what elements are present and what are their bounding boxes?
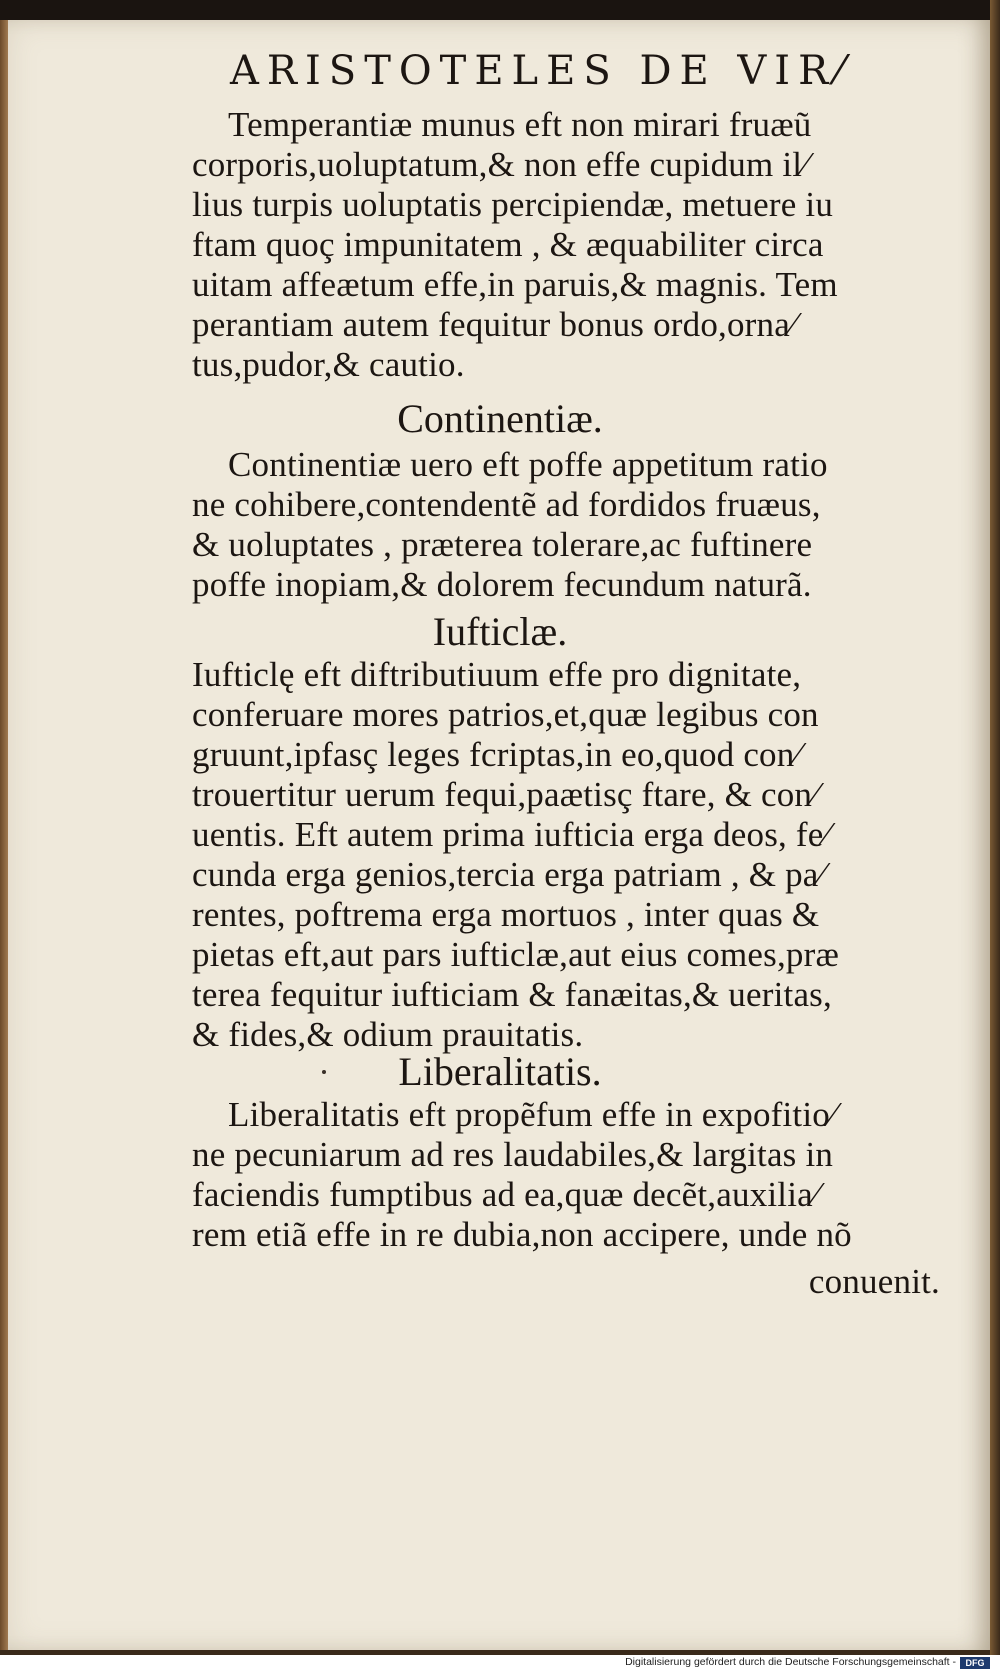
text-line: Continentiæ uero eft poffe appetitum ratio xyxy=(228,445,828,484)
text-line: rem etiã effe in re dubia,non accipere, unde nõ xyxy=(192,1215,852,1254)
text-line: conferuare mores patrios,et,quæ legibus con xyxy=(192,695,819,734)
text-line: corporis,uoluptatum,& non effe cupidum il⁄ xyxy=(192,145,809,184)
section-heading: Liberalitatis. xyxy=(398,1049,602,1094)
book-left-edge xyxy=(0,20,8,1650)
text-line: Iufticlę eft diftributiuum effe pro dignitate, xyxy=(192,655,802,694)
running-head: ARISTOTELES DE VIR⁄ xyxy=(230,48,851,94)
text-line: uitam affeætum effe,in paruis,& magnis. Tem xyxy=(192,265,838,304)
text-line: gruunt,ipfasç leges fcriptas,in eo,quod con⁄ xyxy=(192,735,801,774)
text-line: ne pecuniarum ad res laudabiles,& largitas in xyxy=(192,1135,834,1174)
text-line: faciendis fumptibus ad ea,quæ decẽt,auxilia⁄ xyxy=(192,1175,819,1214)
text-line: & fides,& odium prauitatis. xyxy=(192,1015,584,1054)
dfg-logo: DFG xyxy=(960,1657,990,1669)
catchword: conuenit. xyxy=(808,1262,940,1301)
text-line: pietas eft,aut pars iufticlæ,aut eius comes,præ xyxy=(192,935,840,974)
text-line: trouertitur uerum fequi,paætisç ftare, & con⁄ xyxy=(192,775,819,814)
text-line: poffe inopiam,& dolorem fecundum naturã. xyxy=(192,565,812,604)
text-line: cunda erga genios,tercia erga patriam , & pa⁄ xyxy=(192,855,825,894)
text-line: perantiam autem fequitur bonus ordo,orna⁄ xyxy=(192,305,797,344)
text-line: rentes, poftrema erga mortuos , inter quas & xyxy=(192,895,820,934)
book-right-edge xyxy=(990,0,1000,1655)
footer-credit: Digitalisierung gefördert durch die Deutsche Forschungsgemeinschaft - xyxy=(625,1656,956,1668)
text-line: ftam quoç impunitatem , & æquabiliter circa xyxy=(192,225,824,264)
text-line: terea fequitur iufticiam & fanæitas,& ueritas, xyxy=(192,975,832,1014)
text-line: Liberalitatis eft propẽfum effe in expofitio⁄ xyxy=(228,1095,837,1134)
section-heading: Continentiæ. xyxy=(397,396,603,441)
text-line: Temperantiæ munus eft non mirari fruæũ xyxy=(228,105,812,144)
section-heading: Iufticlæ. xyxy=(432,609,568,654)
scan-top-edge xyxy=(0,0,1000,20)
text-line: lius turpis uoluptatis percipiendæ, metuere iu xyxy=(192,185,834,224)
text-line: tus,pudor,& cautio. xyxy=(192,345,465,384)
text-line: uentis. Eft autem prima iufticia erga deos, fe⁄ xyxy=(192,815,830,854)
text-line: & uoluptates , præterea tolerare,ac fuftinere xyxy=(192,525,813,564)
text-line: ne cohibere,contendentẽ ad fordidos fruæus, xyxy=(192,485,821,524)
